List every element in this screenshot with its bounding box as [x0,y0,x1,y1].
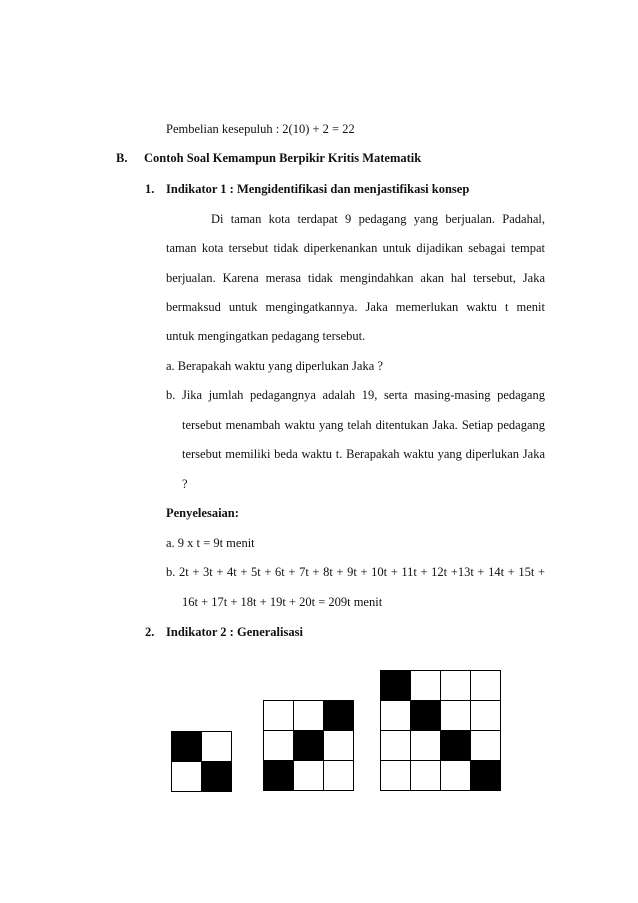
pattern-grid-4x4 [380,670,501,791]
section-b-title: Contoh Soal Kemampun Berpikir Kritis Matematik [144,151,422,165]
grid-cell-white [294,701,324,731]
grid-cell-white [324,761,354,791]
paragraph-line-3: berjualan. Karena merasa tidak mengindahkan akan hal tersebut, Jaka [166,271,545,285]
question-a: a. Berapakah waktu yang diperlukan Jaka ? [166,359,383,373]
section-b-label: B. [116,151,128,165]
grid-row [381,731,501,761]
grid-row [264,731,354,761]
grid-cell-black [172,732,202,762]
question-b-line-1: b. Jika jumlah pedagangnya adalah 19, serta masing-masing pedagang [166,388,545,402]
grid-cell-white [471,701,501,731]
grid-cell-black [294,731,324,761]
grid-cell-black [202,762,232,792]
grid-cell-white [441,761,471,791]
grid-row [381,701,501,731]
indicator-1-title: Indikator 1 : Mengidentifikasi dan menjastifikasi konsep [166,182,470,196]
grid-cell-white [324,731,354,761]
grid-cell-white [441,671,471,701]
grid-cell-white [411,671,441,701]
grid-cell-white [172,762,202,792]
grid-row [381,671,501,701]
grid-cell-white [411,731,441,761]
indicator-1-number: 1. [145,182,155,196]
grid-row [381,761,501,791]
question-b-line-4: ? [182,477,188,491]
grid-row [172,762,232,792]
grid-cell-black [324,701,354,731]
grid-cell-white [202,732,232,762]
solution-title: Penyelesaian: [166,506,239,520]
grid-cell-black [264,761,294,791]
paragraph-line-2: taman kota tersebut tidak diperkenankan untuk dijadikan sebagai tempat [166,241,545,255]
grid-cell-white [411,761,441,791]
grid-row [264,701,354,731]
grid-cell-white [471,731,501,761]
pattern-grid-2x2 [171,731,232,792]
grid-cell-white [264,731,294,761]
solution-b-line-2: 16t + 17t + 18t + 19t + 20t = 209t menit [182,595,383,609]
grid-cell-white [381,701,411,731]
grid-row [172,732,232,762]
grid-cell-black [381,671,411,701]
indicator-2-number: 2. [145,625,155,639]
solution-b-line-1: b. 2t + 3t + 4t + 5t + 6t + 7t + 8t + 9t + 10t + 11t + 12t +13t + 14t + 15t + [166,565,545,579]
grid-cell-black [411,701,441,731]
grid-cell-white [441,701,471,731]
grid-cell-white [381,731,411,761]
grid-cell-white [294,761,324,791]
grid-row [264,761,354,791]
grid-cell-white [381,761,411,791]
solution-a: a. 9 x t = 9t menit [166,536,255,550]
grid-cell-black [471,761,501,791]
grid-cell-white [471,671,501,701]
grid-cell-white [264,701,294,731]
text-line-purchase: Pembelian kesepuluh : 2(10) + 2 = 22 [166,122,355,136]
paragraph-line-1: Di taman kota terdapat 9 pedagang yang berjualan. Padahal, [211,212,545,226]
question-b-line-2: tersebut menambah waktu yang telah ditentukan Jaka. Setiap pedagang [182,418,545,432]
question-b-line-3: tersebut memiliki beda waktu t. Berapakah waktu yang diperlukan Jaka [182,447,545,461]
indicator-2-title: Indikator 2 : Generalisasi [166,625,303,639]
pattern-grid-3x3 [263,700,354,791]
paragraph-line-4: bermaksud untuk mengingatkannya. Jaka memerlukan waktu t menit [166,300,545,314]
grid-cell-black [441,731,471,761]
paragraph-line-5: untuk mengingatkan pedagang tersebut. [166,329,366,343]
